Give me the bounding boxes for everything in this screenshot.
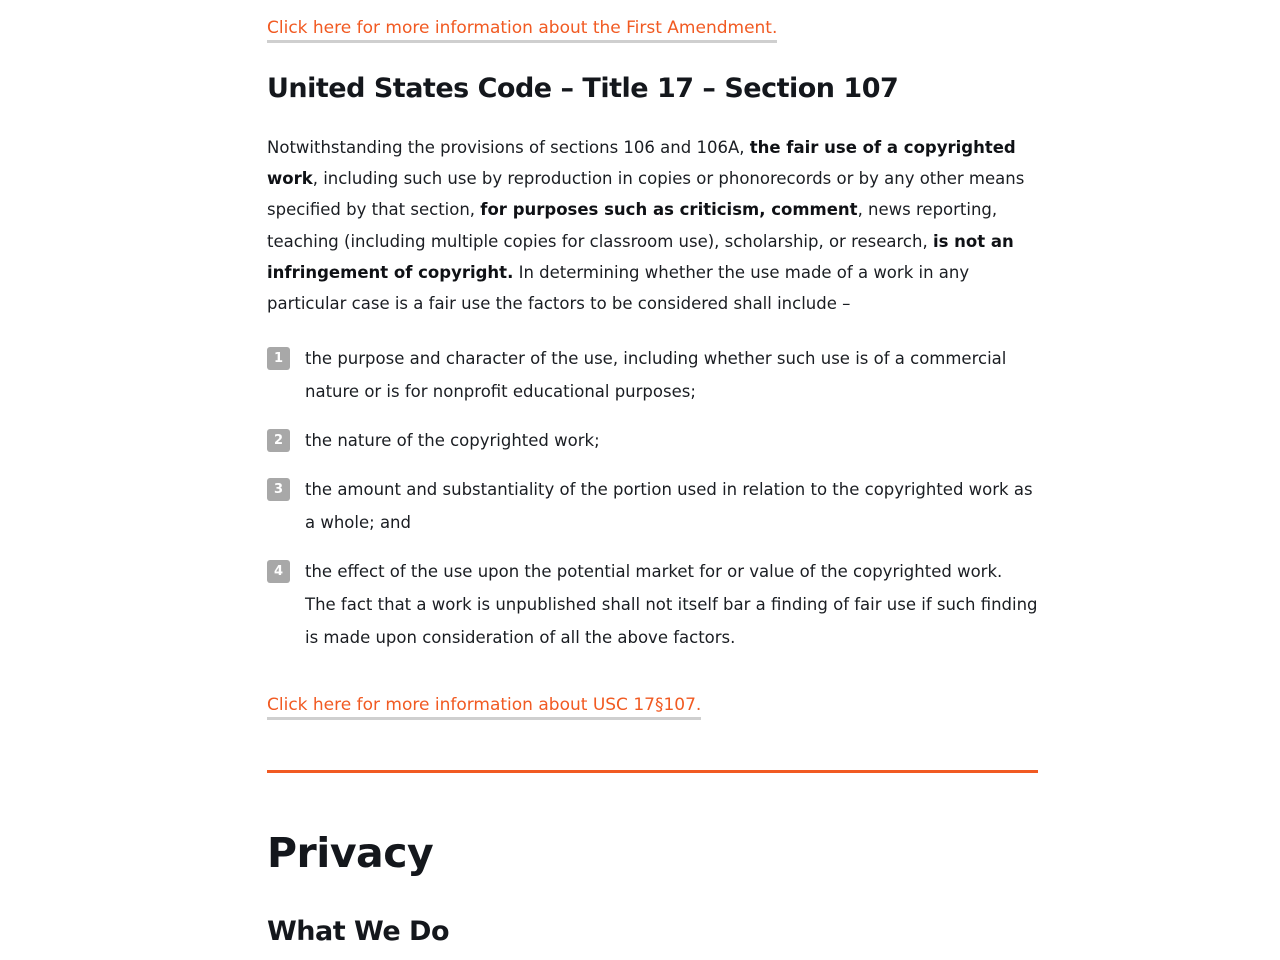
list-item: [267, 342, 1038, 408]
main-content: [267, 0, 1038, 949]
list-item-text: the amount and substantiality of the portion used in relation to the copyrighted work as a whole; and: [305, 480, 1033, 533]
paragraph-bold-3: is not an infringement of copyright.: [267, 231, 1014, 282]
usc107-link[interactable]: Click here for more information about USC 17§107.: [267, 694, 701, 720]
paragraph-text-1: Notwithstanding the provisions of sections 106 and 106A,: [267, 138, 750, 157]
first-amendment-link[interactable]: Click here for more information about the First Amendment.: [267, 17, 777, 43]
list-item-text: the nature of the copyrighted work;: [305, 431, 600, 451]
list-item: [267, 424, 1038, 457]
number-badge: 2: [267, 429, 290, 452]
section-title: United States Code – Title 17 – Section 107: [267, 73, 899, 104]
list-item: [267, 555, 1038, 654]
paragraph-bold-1: the fair use of a copyrighted work: [267, 138, 1016, 189]
section-paragraph: [267, 132, 1038, 319]
number-badge: 1: [267, 347, 290, 370]
privacy-title: Privacy: [267, 829, 434, 878]
paragraph-text-3: , news reporting, teaching (including multiple copies for classroom use), scholarship, or research,: [267, 200, 998, 251]
paragraph-text-4: In determining whether the use made of a work in any particular case is a fair use the factors to be considered shall include –: [267, 262, 970, 314]
paragraph-text-2: , including such use by reproduction in copies or phonorecords or by any other means specified by that section,: [267, 169, 1025, 220]
section-divider: [267, 770, 1038, 773]
list-item-text: the effect of the use upon the potential market for or value of the copyrighted work. The fact that a work is unpublished shall not itself bar a finding of fair use if such finding is made upon consideration of all the above factors.: [305, 562, 1038, 648]
list-item-text: the purpose and character of the use, including whether such use is of a commercial nature or is for nonprofit educational purposes;: [305, 349, 1007, 402]
what-we-do-heading: What We Do: [267, 916, 450, 948]
number-badge: 3: [267, 478, 290, 501]
factors-list: [267, 342, 1038, 654]
paragraph-bold-2: for purposes such as criticism, comment: [480, 200, 858, 220]
list-item: [267, 473, 1038, 539]
number-badge: 4: [267, 560, 290, 583]
